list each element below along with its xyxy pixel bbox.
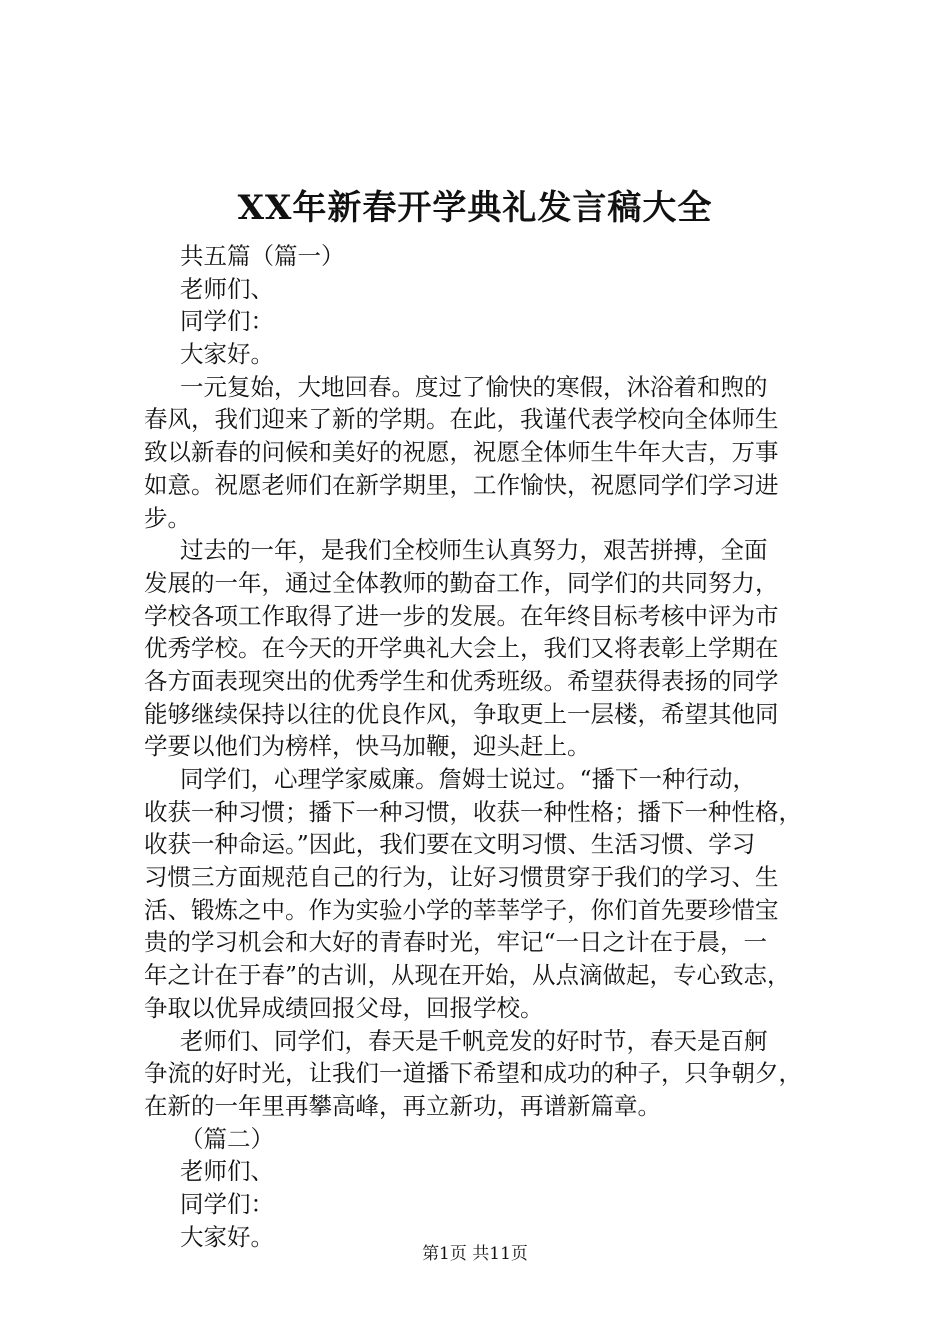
- text-line: 年之计在于春”的古训，从现在开始，从点滴做起，专心致志，: [144, 961, 791, 990]
- document-body: [144, 240, 834, 1253]
- text-line: 步。: [144, 503, 191, 532]
- text-line: 活、锻炼之中。作为实验小学的莘莘学子，你们首先要珍惜宝: [144, 895, 779, 924]
- text-line: 如意。祝愿老师们在新学期里，工作愉快，祝愿同学们学习进: [144, 470, 779, 499]
- document-title: XX年新春开学典礼发言稿大全: [237, 188, 713, 228]
- page-footer: 第1页 共11页: [422, 1244, 528, 1264]
- text-line: 习惯三方面规范自己的行为，让好习惯贯穿于我们的学习、生: [144, 863, 779, 892]
- text-line: 共五篇（篇一）: [180, 242, 345, 270]
- text-line: 争流的好时光，让我们一道播下希望和成功的种子，只争朝夕，: [144, 1059, 802, 1088]
- text-line: 老师们、同学们，春天是千帆竞发的好时节，春天是百舸: [180, 1026, 768, 1055]
- text-line: 收获一种习惯；播下一种习惯，收获一种性格；播下一种性格，: [144, 797, 802, 826]
- text-line: 学校各项工作取得了进一步的发展。在年终目标考核中评为市: [144, 601, 779, 630]
- text-line: 一元复始，大地回春。度过了愉快的寒假，沐浴着和煦的: [180, 372, 768, 401]
- text-line: 老师们、: [180, 274, 274, 303]
- text-line: 学要以他们为榜样，快马加鞭，迎头赶上。: [144, 732, 591, 761]
- text-line: 争取以优异成绩回报父母，回报学校。: [144, 993, 544, 1022]
- text-line: 优秀学校。在今天的开学典礼大会上，我们又将表彰上学期在: [144, 634, 779, 663]
- text-line: 同学们，心理学家威廉。詹姆士说过。“播下一种行动，: [180, 765, 757, 793]
- text-line: 老师们、: [180, 1157, 274, 1186]
- text-line: 能够继续保持以往的优良作风，争取更上一层楼，希望其他同: [144, 699, 779, 728]
- text-line: 春风，我们迎来了新的学期。在此，我谨代表学校向全体师生: [144, 405, 779, 434]
- text-line: （篇二）: [180, 1124, 274, 1153]
- text-line: 同学们：: [180, 1189, 274, 1218]
- text-line: 大家好。: [180, 1222, 274, 1251]
- text-line: 收获一种命运。”因此，我们要在文明习惯、生活习惯、学习: [144, 830, 756, 859]
- text-line: 同学们：: [180, 307, 274, 336]
- text-line: 致以新春的问候和美好的祝愿，祝愿全体师生牛年大吉，万事: [144, 438, 779, 467]
- text-line: 在新的一年里再攀高峰，再立新功，再谱新篇章。: [144, 1091, 661, 1120]
- text-line: 贵的学习机会和大好的青春时光，牢记“一日之计在于晨，一: [144, 928, 768, 957]
- text-line: 各方面表现突出的优秀学生和优秀班级。希望获得表扬的同学: [144, 666, 779, 695]
- text-line: 发展的一年，通过全体教师的勤奋工作，同学们的共同努力，: [144, 568, 779, 597]
- text-line: 过去的一年，是我们全校师生认真努力，艰苦拼搏，全面: [180, 536, 768, 565]
- text-line: 大家好。: [180, 340, 274, 369]
